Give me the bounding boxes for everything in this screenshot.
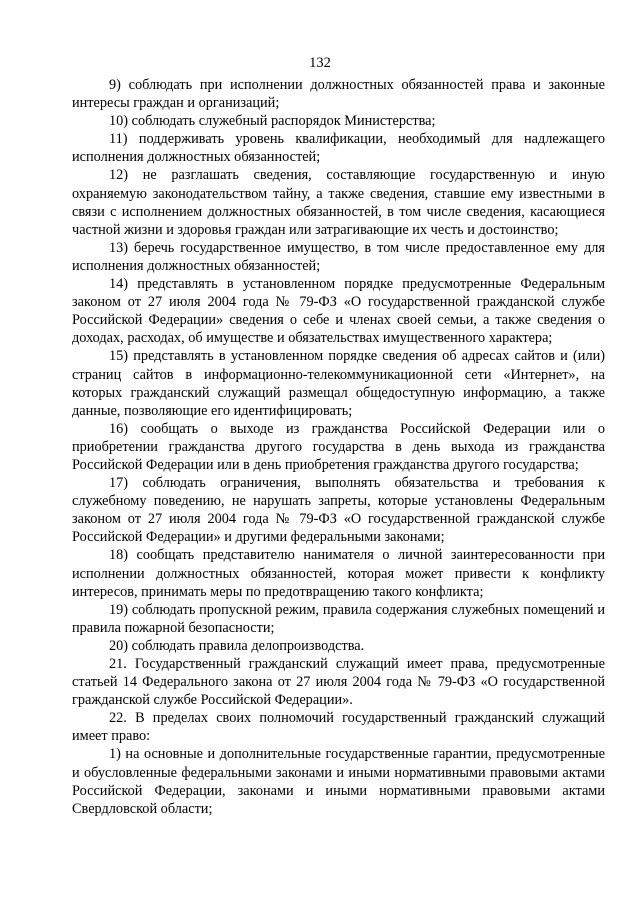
- paragraph: 11) поддерживать уровень квалификации, необходимый для надлежащего исполнения должностных обязанностей;: [72, 131, 605, 166]
- document-body: [72, 76, 605, 818]
- paragraph: 17) соблюдать ограничения, выполнять обязательства и требования к служебному поведению, не нарушать запреты, которые установлены Федеральным законом от 27 июля 2004 года № 79-ФЗ «О государственной гражданской службе Российской Федерации» и другими федеральными законами;: [72, 475, 605, 546]
- paragraph: 1) на основные и дополнительные государственные гарантии, предусмотренные и обусловленные федеральными законами и иными нормативными правовыми актами Российской Федерации, законами и иными нормативными правовыми актами Свердловской области;: [72, 746, 605, 817]
- page-number: 132: [309, 55, 331, 71]
- paragraph: 16) сообщать о выходе из гражданства Российской Федерации или о приобретении гражданства другого государства в день выхода из гражданства Российской Федерации или в день приобретения гражданства другого государства;: [72, 420, 605, 473]
- paragraph: 13) беречь государственное имущество, в том числе предоставленное ему для исполнения должностных обязанностей;: [72, 239, 605, 274]
- paragraph: 10) соблюдать служебный распорядок Министерства;: [109, 113, 436, 130]
- paragraph: 22. В пределах своих полномочий государственный гражданский служащий имеет право:: [72, 710, 605, 745]
- paragraph: 14) представлять в установленном порядке предусмотренные Федеральным законом от 27 июля 2004 года № 79-ФЗ «О государственной гражданской службе Российской Федерации» сведения о себе и членах своей семьи, а также сведения о доходах, расходах, об имуществе и обязательствах имущественного характера;: [72, 276, 605, 347]
- paragraph: 18) сообщать представителю нанимателя о личной заинтересованности при исполнении должностных обязанностей, которая может привести к конфликту интересов, принимать меры по предотвращению такого конфликта;: [72, 547, 605, 600]
- paragraph: 9) соблюдать при исполнении должностных обязанностей права и законные интересы граждан и организаций;: [72, 77, 605, 112]
- paragraph: 20) соблюдать правила делопроизводства.: [109, 637, 365, 654]
- paragraph: 19) соблюдать пропускной режим, правила содержания служебных помещений и правила пожарной безопасности;: [72, 601, 605, 636]
- paragraph: 12) не разглашать сведения, составляющие государственную и иную охраняемую законодательством тайну, а также сведения, ставшие ему известными в связи с исполнением должностных обязанностей, в том числе сведения, касающиеся частной жизни и здоровья граждан или затрагивающие их честь и достоинство;: [72, 167, 605, 238]
- paragraph: 21. Государственный гражданский служащий имеет права, предусмотренные статьей 14 Федерального закона от 27 июля 2004 года № 79-ФЗ «О государственной гражданской службе Российской Федерации».: [72, 656, 605, 709]
- paragraph: 15) представлять в установленном порядке сведения об адресах сайтов и (или) страниц сайтов в информационно-телекоммуникационной сети «Интернет», на которых гражданский служащий размещал общедоступную информацию, а также данные, позволяющие его идентифицировать;: [72, 348, 605, 419]
